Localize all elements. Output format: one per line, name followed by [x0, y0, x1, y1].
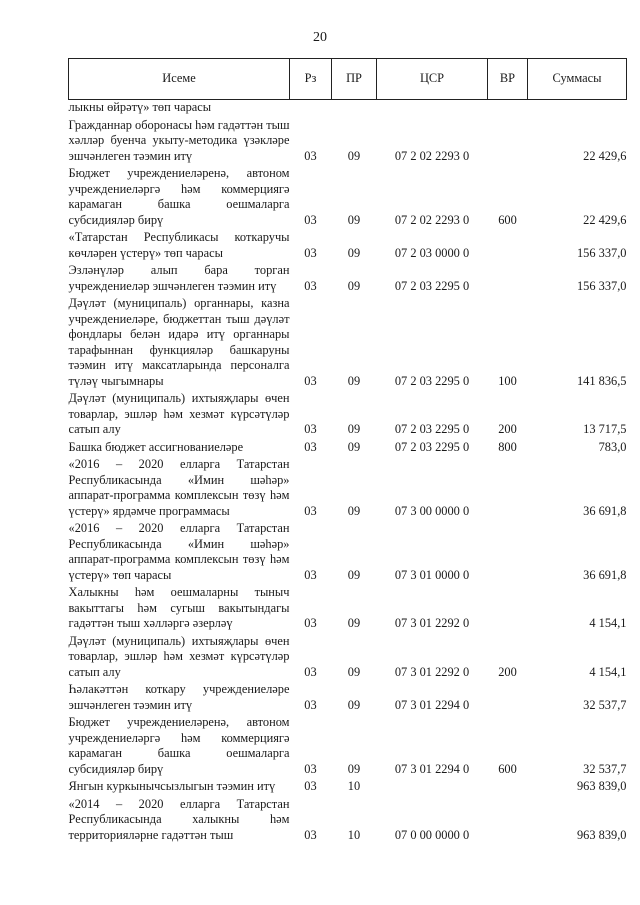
- cell-name: «Татарстан Республикасы коткаручы көчләрен үстерү» төп чарасы: [68, 230, 290, 260]
- cell-pr: 09: [347, 761, 361, 776]
- table-row: [69, 777, 627, 795]
- cell-rz: 03: [304, 761, 317, 776]
- cell-csr: 07 2 03 2295 0: [394, 439, 470, 454]
- cell-name: Бюджет учреждениеләренә, автоном учреждениеләргә һәм коммерциягә карамаган башка оешмаларга субсидияләр бирү: [68, 715, 290, 776]
- cell-rz: 03: [304, 697, 317, 712]
- cell-sum: [528, 100, 627, 116]
- table-row: [69, 228, 627, 261]
- cell-name: лыкны өйрәтү» төп чарасы: [68, 100, 212, 114]
- cell-pr: [332, 100, 377, 116]
- cell-sum: 783,0: [598, 439, 627, 454]
- cell-vr: [488, 228, 528, 261]
- cell-pr: 09: [347, 212, 361, 227]
- cell-rz: 03: [304, 373, 317, 388]
- cell-vr: [488, 116, 528, 165]
- cell-sum: 963 839,0: [576, 779, 627, 793]
- cell-vr: [488, 583, 528, 632]
- cell-vr: [488, 680, 528, 713]
- table-row: [69, 632, 627, 681]
- cell-name: «2016 – 2020 елларга Татарстан Республикасында «Имин шәһәр» аппарат-программа комплексын төзү һәм үстерү» төп чарасы: [68, 521, 290, 582]
- cell-rz: 03: [304, 616, 317, 630]
- cell-csr: 07 2 02 2293 0: [394, 148, 470, 163]
- cell-name: Һәлакәттән коткару учреждениеләре эшчәнлеген тәэмин итү: [68, 682, 290, 712]
- cell-vr: [488, 777, 528, 795]
- cell-rz: 03: [304, 422, 317, 436]
- table-row: [69, 116, 627, 165]
- cell-pr: 09: [347, 422, 361, 436]
- cell-name: Дәүләт (муниципаль) органнары, казна учреждениеләре, бюджеттан тыш дәүләт фондлары белән идарә итү органнары тарафыннан функцияләр башкаруны тәэмин итү максатларында персоналга түләү чыгымнары: [68, 296, 290, 388]
- cell-csr: 07 3 01 2292 0: [394, 616, 470, 630]
- cell-rz: 03: [304, 439, 317, 454]
- cell-sum: 156 337,0: [576, 245, 627, 260]
- cell-rz: 03: [304, 664, 317, 679]
- cell-csr: 07 2 02 2293 0: [394, 212, 470, 227]
- cell-pr: 09: [347, 697, 361, 712]
- cell-sum: 141 836,5: [576, 373, 627, 388]
- cell-rz: 03: [304, 148, 317, 163]
- header-rz: Рз: [290, 59, 332, 100]
- cell-sum: 36 691,8: [583, 567, 627, 582]
- cell-pr: 09: [347, 567, 361, 582]
- cell-sum: 963 839,0: [576, 827, 627, 842]
- cell-name: Янгын куркынычсызлыгын тәэмин итү: [68, 779, 276, 793]
- header-pr: ПР: [332, 59, 377, 100]
- table-row: [69, 261, 627, 294]
- cell-csr: 07 2 03 2295 0: [394, 373, 470, 388]
- cell-pr: 09: [347, 616, 361, 630]
- cell-pr: 10: [347, 779, 361, 793]
- cell-csr: 07 2 03 2295 0: [394, 278, 470, 293]
- cell-vr: [488, 519, 528, 583]
- cell-pr: 09: [347, 664, 361, 679]
- cell-sum: 4 154,1: [589, 664, 627, 679]
- cell-pr: 09: [347, 245, 361, 260]
- cell-sum: 13 717,5: [583, 422, 627, 436]
- cell-rz: 03: [304, 779, 317, 793]
- cell-name: Дәүләт (муниципаль) ихтыяҗлары өчен товарлар, эшләр һәм хезмәт күрсәтүләр сатып алу: [68, 391, 290, 436]
- cell-vr: [488, 455, 528, 519]
- cell-sum: 36 691,8: [583, 503, 627, 518]
- table-row: [69, 455, 627, 519]
- cell-sum: 4 154,1: [589, 616, 627, 630]
- cell-name: Дәүләт (муниципаль) ихтыяҗлары өчен товарлар, эшләр һәм хезмәт күрсәтүләр сатып алу: [68, 633, 290, 679]
- cell-rz: 03: [304, 567, 317, 582]
- cell-vr: 200: [498, 422, 517, 436]
- cell-pr: 09: [347, 148, 361, 163]
- cell-name: «2014 – 2020 елларга Татарстан Республикасында халыкны һәм территорияләрне гадәттән тыш: [68, 796, 290, 842]
- header-sum: Суммасы: [528, 59, 627, 100]
- cell-pr: 09: [347, 439, 361, 454]
- table-row: [69, 680, 627, 713]
- cell-sum: 32 537,7: [583, 697, 627, 712]
- cell-vr: 800: [498, 439, 517, 454]
- table-row: [69, 100, 627, 116]
- table-header-row: [69, 59, 627, 100]
- cell-pr: 10: [347, 827, 361, 842]
- cell-csr: [377, 100, 488, 116]
- cell-rz: 03: [304, 278, 317, 293]
- cell-pr: 09: [347, 278, 361, 293]
- table-row: [69, 583, 627, 632]
- cell-csr: 07 3 01 2294 0: [394, 761, 470, 776]
- table-row: [69, 438, 627, 456]
- cell-rz: 03: [304, 212, 317, 227]
- cell-pr: 09: [347, 373, 361, 388]
- table-row: [69, 713, 627, 777]
- cell-csr: 07 3 00 0000 0: [394, 503, 470, 518]
- budget-table: [68, 58, 627, 843]
- cell-vr: [488, 261, 528, 294]
- cell-rz: 03: [304, 503, 317, 518]
- cell-vr: 600: [498, 761, 517, 776]
- cell-vr: 100: [498, 373, 517, 388]
- cell-name: Халыкны һәм оешмаларны тыныч вакыттагы һәм сугыш вакытындагы гадәттән тыш хәлләргә әзерләү: [68, 585, 290, 630]
- cell-csr: 07 2 03 0000 0: [394, 245, 470, 260]
- cell-name: Эзләнүләр алып бара торган учреждениеләр эшчәнлеген тәэмин итү: [68, 263, 290, 293]
- cell-vr: 600: [498, 212, 517, 227]
- cell-name: «2016 – 2020 елларга Татарстан Республикасында «Имин шәһәр» аппарат-программа комплексын төзү һәм үстерү» ярдәмче программасы: [68, 457, 290, 518]
- cell-vr: [488, 100, 528, 116]
- header-vr: ВР: [488, 59, 528, 100]
- cell-rz: 03: [304, 827, 317, 842]
- cell-name: Гражданнар оборонасы һәм гадәттән тыш хәлләр буенча укыту-методика үзәкләре эшчәнлеген тәэмин итү: [68, 117, 290, 163]
- cell-pr: 09: [347, 503, 361, 518]
- table-row: [69, 164, 627, 228]
- cell-csr: [377, 777, 488, 795]
- table-row: [69, 294, 627, 389]
- cell-sum: 22 429,6: [583, 212, 627, 227]
- cell-rz: 03: [304, 245, 317, 260]
- cell-vr: [488, 795, 528, 844]
- cell-rz: [290, 100, 332, 116]
- cell-sum: 32 537,7: [583, 761, 627, 776]
- cell-csr: 07 0 00 0000 0: [394, 827, 470, 842]
- header-csr: ЦСР: [377, 59, 488, 100]
- table-row: [69, 795, 627, 844]
- cell-csr: 07 2 03 2295 0: [394, 422, 470, 436]
- header-name: Исеме: [69, 59, 290, 100]
- cell-name: Башка бюджет ассигнованиеләре: [68, 439, 244, 454]
- page-number: 20: [313, 30, 327, 45]
- table-row: [69, 519, 627, 583]
- cell-csr: 07 3 01 0000 0: [394, 567, 470, 582]
- table-row: [69, 389, 627, 438]
- cell-sum: 22 429,6: [583, 148, 627, 163]
- cell-name: Бюджет учреждениеләренә, автоном учреждениеләргә һәм коммерциягә карамаган башка оешмаларга субсидияләр бирү: [68, 166, 290, 227]
- cell-csr: 07 3 01 2292 0: [394, 664, 470, 679]
- cell-csr: 07 3 01 2294 0: [394, 697, 470, 712]
- cell-sum: 156 337,0: [576, 278, 627, 293]
- cell-vr: 200: [498, 664, 517, 679]
